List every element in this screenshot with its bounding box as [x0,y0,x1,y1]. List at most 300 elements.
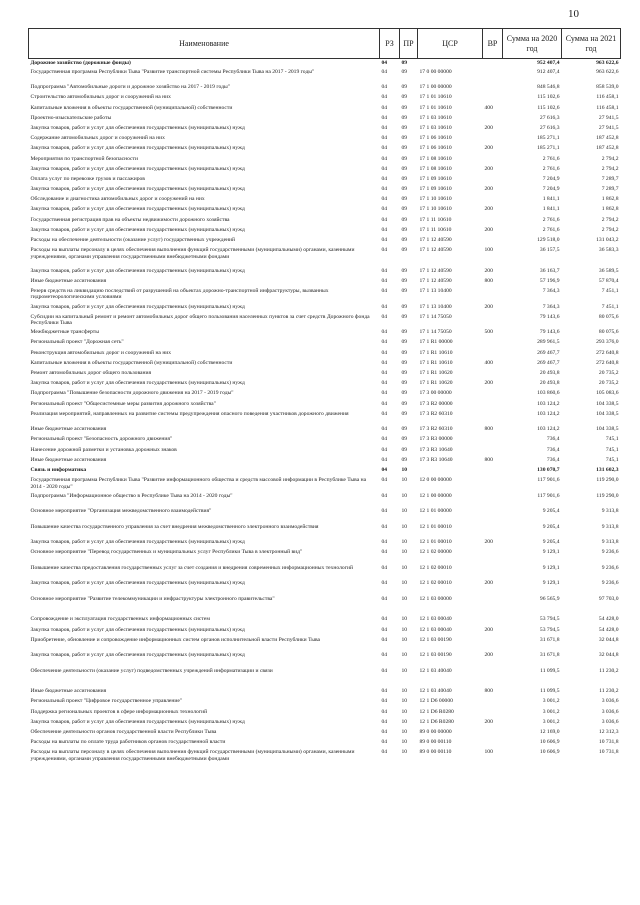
row-rz: 04 [381,564,388,571]
row-pr: 10 [401,652,408,659]
table-body [29,59,621,770]
row-pr: 10 [401,477,408,484]
row-vr [483,84,503,94]
row-sum-2021: 745,1 [605,436,619,443]
row-sum-2021: 80 075,6 [598,329,619,336]
row-sum-2021: 54 428,0 [598,626,619,633]
row-rz: 04 [381,523,388,530]
row-pr: 10 [401,580,408,587]
row-sum-2020: 11 099,5 [540,688,560,695]
row-pr: 09 [401,349,408,356]
row-vr [483,668,503,689]
row-pr: 10 [401,708,408,715]
row-pr: 09 [401,114,408,121]
row-pr: 10 [401,739,408,746]
row-sum-2020: 96 565,9 [539,595,560,602]
row-rz: 04 [381,667,388,674]
row-vr [483,314,503,330]
row-csr: 17 3 R2 00000 [419,400,453,407]
row-pr: 10 [401,523,408,530]
row-sum-2020: 115 102,6 [537,104,560,111]
row-pr: 09 [401,436,408,443]
row-sum-2020: 9 129,1 [542,580,560,587]
row-vr: 800 [484,426,493,433]
row-sum-2021: 2 794,2 [601,165,619,172]
row-sum-2020: 36 157,5 [539,247,560,254]
row-rz: 04 [381,68,388,75]
row-name: Закупка товаров, работ и услуг для обеспечения государственных (муниципальных) нужд [30,206,245,213]
table-row [29,627,621,637]
row-csr: 89 0 00 00110 [419,749,452,756]
row-pr: 10 [401,549,408,556]
row-pr: 09 [401,339,408,346]
row-name: Строительство автомобильных дорог и сооружений на них [30,94,171,101]
row-name: Закупка товаров, работ и услуг для обеспечения государственных (муниципальных) нужд [30,652,245,659]
row-vr [483,508,503,524]
row-sum-2021: 104 338,5 [596,400,619,407]
row-sum-2020: 53 794,5 [539,616,560,623]
row-pr: 09 [401,267,408,274]
row-sum-2021: 9 313,8 [601,539,619,546]
row-pr: 09 [401,165,408,172]
row-rz: 04 [381,436,388,443]
row-sum-2021: 7 451,1 [601,288,619,295]
table-row [29,565,621,581]
row-sum-2020: 130 070,7 [537,467,560,473]
table-row [29,739,621,749]
row-name: Реализация мероприятий, направленных на развитие системы предупреждения опасного поведения участников дорожного движения [30,410,349,417]
row-csr: 12 1 03 40040 [419,688,452,695]
row-sum-2021: 963 622,6 [596,68,619,75]
row-name: Приобретение, обновление и сопровождение информационных систем органов исполнительной власти Республики Тыва [30,636,321,643]
row-name: Обеспечение деятельности органов государственной власти Республики Тыва [30,729,217,735]
table-row [29,668,621,689]
row-vr: 200 [484,380,493,387]
row-rz: 04 [381,135,388,142]
row-sum-2020: 952 407,4 [537,60,560,66]
row-vr [483,739,503,749]
row-rz: 04 [381,349,388,356]
row-sum-2021: 11 230,2 [599,688,619,695]
row-pr: 09 [401,426,408,433]
row-name: Подпрограмма "Автомобильные дороги и дорожное хозяйство на 2017 - 2019 годы" [30,84,231,91]
row-sum-2021: 104 338,5 [596,426,619,433]
row-pr: 09 [401,155,408,162]
row-sum-2021: 293 376,0 [596,339,619,346]
row-csr: 17 1 01 10610 [419,104,452,111]
table-row [29,304,621,314]
row-sum-2020: 11 099,5 [540,667,560,674]
row-vr [483,135,503,145]
row-pr: 10 [401,667,408,674]
row-pr: 09 [401,446,408,453]
row-sum-2021: 1 862,8 [601,196,619,203]
table-row [29,549,621,565]
row-sum-2021: 57 870,4 [598,277,619,284]
row-vr: 200 [484,718,493,725]
table-row [29,59,621,69]
row-rz: 04 [381,739,388,746]
row-name: Расходы на обеспечение деятельности (оказание услуг) государственных учреждений [30,237,236,243]
row-sum-2021: 187 452,8 [596,135,619,142]
table-row [29,176,621,186]
row-rz: 04 [381,155,388,162]
row-sum-2021: 272 640,8 [596,359,619,366]
row-pr: 10 [401,636,408,643]
row-sum-2020: 79 143,6 [539,313,560,320]
table-row [29,477,621,493]
row-vr [483,217,503,227]
row-sum-2021: 745,1 [605,456,619,463]
row-sum-2021: 32 044,8 [598,636,619,643]
row-sum-2020: 79 143,6 [539,329,560,336]
row-sum-2020: 10 606,9 [539,749,560,756]
table-row [29,539,621,549]
row-csr: 17 1 01 10610 [419,94,452,101]
row-csr: 17 3 R3 10640 [419,446,453,453]
row-pr: 09 [401,175,408,182]
table-row [29,329,621,339]
row-sum-2021: 9 313,8 [601,508,619,515]
row-sum-2021: 54 428,0 [598,616,619,623]
row-sum-2021: 12 312,3 [598,729,619,735]
row-vr [483,549,503,565]
row-vr [483,477,503,493]
row-sum-2021: 9 236,6 [601,549,619,556]
row-name: Закупка товаров, работ и услуг для обеспечения государственных (муниципальных) нужд [30,539,245,546]
row-sum-2020: 269 467,7 [537,349,560,356]
row-csr: 12 1 02 00010 [419,564,452,571]
row-sum-2020: 31 671,8 [539,652,560,659]
table-row [29,196,621,206]
row-name: Расходы на выплаты персоналу в целях обеспечения выполнения функций государственными (муниципальными) органами, казенными учреждениями, органами управления государственными внебюджетными фондами [30,247,355,260]
row-csr: 17 3 R2 60310 [419,426,453,433]
row-csr: 17 1 08 10610 [419,165,452,172]
row-sum-2021: 2 794,2 [601,216,619,223]
row-sum-2021: 104 338,5 [596,410,619,417]
table-row [29,493,621,509]
row-pr: 09 [401,216,408,223]
row-vr [483,411,503,427]
row-pr: 09 [401,226,408,233]
table-row [29,467,621,477]
row-rz: 04 [381,626,388,633]
row-pr: 09 [401,313,408,320]
row-name: Иные бюджетные ассигнования [30,277,107,284]
row-name: Подпрограмма "Повышение безопасности дорожного движения на 2017 - 2019 годы" [30,390,234,397]
table-row [29,426,621,436]
row-sum-2021: 7 289,7 [601,175,619,182]
row-rz: 04 [381,196,388,203]
row-rz: 04 [381,267,388,274]
row-vr [483,390,503,400]
row-csr: 17 1 10 10610 [419,196,452,203]
row-sum-2020: 103 124,2 [537,426,560,433]
row-pr: 10 [401,616,408,623]
row-csr: 12 1 01 00010 [419,539,452,546]
row-rz: 04 [381,329,388,336]
row-rz: 04 [381,145,388,152]
row-csr [418,59,483,69]
row-csr: 17 1 03 10610 [419,114,452,121]
row-pr: 10 [401,718,408,725]
row-rz: 04 [381,729,388,735]
row-sum-2021: 963 622,6 [596,60,619,66]
row-csr: 17 1 R1 10610 [419,349,453,356]
row-csr: 17 1 08 10610 [419,155,452,162]
row-csr: 17 1 14 75050 [419,329,452,336]
row-pr: 09 [401,60,408,66]
row-rz: 04 [381,216,388,223]
row-name: Основное мероприятие "Перевод государственных и муниципальных услуг Республики Тыва в электронный вид" [30,549,303,556]
row-rz: 04 [381,708,388,715]
row-sum-2020: 2 761,6 [542,216,560,223]
row-csr: 17 1 R1 00000 [419,339,453,346]
row-pr: 09 [401,400,408,407]
row-sum-2020: 185 271,1 [537,135,560,142]
row-vr: 200 [484,267,493,274]
row-name: Капитальные вложения в объекты государственной (муниципальной) собственности [30,104,233,111]
row-vr [483,350,503,360]
row-name: Закупка товаров, работ и услуг для обеспечения государственных (муниципальных) нужд [30,226,245,233]
row-name: Дорожное хозяйство (дорожные фонды) [30,60,131,66]
row-name: Закупка товаров, работ и услуг для обеспечения государственных (муниципальных) нужд [30,380,245,387]
row-sum-2021: 27 941,5 [598,124,619,131]
row-vr: 800 [484,688,493,695]
row-rz: 04 [381,549,388,556]
row-name: Закупка товаров, работ и услуг для обеспечения государственных (муниципальных) нужд [30,718,245,725]
row-vr: 200 [484,226,493,233]
row-sum-2020: 117 901,6 [537,477,560,484]
row-vr: 200 [484,145,493,152]
row-pr: 09 [401,104,408,111]
table-row [29,360,621,370]
row-sum-2020: 9 129,1 [542,564,560,571]
row-sum-2020: 115 102,6 [537,94,560,101]
row-rz: 04 [381,186,388,193]
row-vr [483,596,503,617]
row-sum-2020: 1 841,1 [542,196,560,203]
row-sum-2021: 187 452,8 [596,145,619,152]
table-row [29,314,621,330]
table-row [29,94,621,104]
row-sum-2020: 7 364,3 [542,303,560,310]
row-vr [483,698,503,708]
row-rz: 04 [381,698,388,705]
row-name: Связь и информатика [30,467,87,473]
row-rz: 04 [381,616,388,623]
row-rz: 04 [381,380,388,387]
table-row [29,288,621,304]
row-name: Оплата услуг по перевозке грузов и пассажиров [30,175,145,182]
row-vr [483,59,503,69]
row-csr: 17 1 00 00000 [419,84,452,91]
row-rz: 04 [381,390,388,397]
row-csr: 89 0 00 00000 [419,729,452,735]
row-name: Иные бюджетные ассигнования [30,688,107,695]
row-vr: 200 [484,580,493,587]
row-csr: 17 1 R1 10610 [419,359,453,366]
row-pr: 09 [401,329,408,336]
row-sum-2020: 1 841,1 [542,206,560,213]
row-name: Закупка товаров, работ и услуг для обеспечения государственных (муниципальных) нужд [30,580,245,587]
row-sum-2020: 2 761,6 [542,155,560,162]
row-name: Межбюджетные трансферты [30,329,99,336]
row-csr: 89 0 00 00110 [419,739,452,746]
row-name: Закупка товаров, работ и услуг для обеспечения государственных (муниципальных) нужд [30,267,245,274]
row-pr: 09 [401,456,408,463]
table-row [29,370,621,380]
row-vr: 400 [484,359,493,366]
row-csr: 17 1 10 10610 [419,206,452,213]
row-name: Государственная программа Республики Тыва "Развитие транспортной системы Республики Тыва на 2017 - 2019 годы" [30,68,315,75]
row-vr [483,524,503,540]
row-name: Поддержка региональных проектов в сфере информационных технологий [30,708,208,715]
row-name: Сопровождение и эксплуатация государственных информационных систем [30,616,210,623]
row-csr: 12 0 00 00000 [419,477,452,484]
table-row [29,401,621,411]
row-sum-2021: 36 583,3 [598,247,619,254]
row-pr: 09 [401,237,408,243]
row-pr: 10 [401,626,408,633]
row-rz: 04 [381,688,388,695]
row-rz: 04 [381,303,388,310]
row-rz: 04 [381,277,388,284]
row-rz: 04 [381,359,388,366]
table-row [29,227,621,237]
row-csr [418,467,483,477]
row-sum-2021: 36 589,5 [598,267,619,274]
row-vr [483,288,503,304]
row-csr: 12 1 D6 R0280 [419,718,454,725]
page-number: 10 [568,8,579,20]
row-vr [483,115,503,125]
row-sum-2021: 97 703,0 [598,595,619,602]
row-vr [483,370,503,380]
row-vr [483,176,503,186]
table-row [29,698,621,708]
row-name: Повышение качества предоставления государственных услуг за счет создания и внедрения современных информационных технологий [30,564,353,571]
row-name: Ремонт автомобильных дорог общего пользования [30,370,152,376]
row-sum-2020: 912 407,4 [537,68,560,75]
row-vr: 800 [484,277,493,284]
row-pr: 09 [401,380,408,387]
table-row [29,652,621,668]
row-rz: 04 [381,539,388,546]
row-csr: 12 1 03 00040 [419,626,452,633]
row-sum-2020: 9 205,4 [542,523,560,530]
row-rz: 04 [381,114,388,121]
row-csr: 17 1 12 40590 [419,267,452,274]
table-row [29,247,621,268]
row-vr [483,156,503,166]
row-rz: 04 [381,104,388,111]
row-pr: 10 [401,749,408,756]
row-pr: 09 [401,359,408,366]
table-row [29,105,621,115]
row-rz: 04 [381,175,388,182]
row-vr: 200 [484,303,493,310]
row-pr: 10 [401,729,408,735]
row-name: Закупка товаров, работ и услуг для обеспечения государственных (муниципальных) нужд [30,145,245,152]
row-sum-2020: 185 271,1 [537,145,560,152]
row-rz: 04 [381,652,388,659]
row-name: Закупка товаров, работ и услуг для обеспечения государственных (муниципальных) нужд [30,626,245,633]
row-csr: 12 1 D6 R0280 [419,708,454,715]
row-name: Реконструкция автомобильных дорог и сооружений на них [30,349,172,356]
row-pr: 10 [401,688,408,695]
row-name: Капитальные вложения в объекты государственной (муниципальной) собственности [30,359,233,366]
row-sum-2020: 27 616,3 [539,124,560,131]
table-row [29,616,621,626]
row-sum-2021: 9 236,6 [601,580,619,587]
row-sum-2020: 2 761,6 [542,226,560,233]
row-rz: 04 [381,237,388,243]
row-name: Государственная программа Республики Тыва "Развитие информационного общества и средств массовой информации в Республике Тыва на 2014 - 2020 годы" [30,477,367,490]
row-sum-2020: 129 518,0 [537,237,560,243]
table-row [29,217,621,227]
table-row [29,166,621,176]
row-rz: 04 [381,492,388,499]
row-csr: 17 3 R2 60310 [419,410,453,417]
table-row [29,278,621,288]
table-row [29,508,621,524]
table-row [29,206,621,216]
row-name: Повышение качества государственного управления за счет внедрения межведомственного электронного взаимодействия [30,523,319,530]
header-vr: ВР [483,29,503,59]
row-rz: 04 [381,749,388,756]
row-vr [483,436,503,446]
row-name: Субсидии на капитальный ремонт и ремонт автомобильных дорог общего пользования населенных пунктов за счет средств Дорожного фонда Республики Тыва [30,313,370,327]
row-sum-2020: 10 606,9 [539,739,560,746]
row-sum-2021: 80 075,6 [598,313,619,320]
row-csr: 17 3 R3 10640 [419,456,453,463]
row-sum-2020: 20 493,8 [539,370,560,376]
row-csr: 12 1 01 00010 [419,523,452,530]
row-sum-2021: 131 043,2 [596,237,619,243]
row-sum-2021: 11 230,2 [599,667,619,674]
table-row [29,596,621,617]
row-pr: 09 [401,135,408,142]
row-rz: 04 [381,426,388,433]
row-name: Закупка товаров, работ и услуг для обеспечения государственных (муниципальных) нужд [30,186,245,193]
table-row [29,339,621,349]
row-sum-2021: 745,1 [605,446,619,453]
row-rz: 04 [381,580,388,587]
row-name: Обеспечение деятельности (оказание услуг) подведомственных учреждений информатизации и связи [30,667,273,674]
row-csr: 17 1 11 10610 [419,216,452,223]
row-csr: 17 0 00 00000 [419,68,452,75]
header-sum-2021: Сумма на 2021 год [562,29,621,59]
row-sum-2021: 3 036,6 [601,718,619,725]
row-pr: 09 [401,410,408,417]
row-vr: 200 [484,206,493,213]
row-pr: 10 [401,467,408,473]
row-rz: 04 [381,370,388,376]
row-sum-2021: 27 941,5 [598,114,619,121]
row-rz: 04 [381,313,388,320]
row-sum-2021: 9 313,8 [601,523,619,530]
row-vr: 400 [484,104,493,111]
row-vr: 100 [484,247,493,254]
row-rz: 04 [381,595,388,602]
row-sum-2020: 7 364,3 [542,288,560,295]
row-csr: 17 1 12 40590 [419,247,452,254]
row-vr [483,339,503,349]
row-sum-2020: 3 001,2 [542,708,560,715]
row-sum-2020: 736,4 [546,436,560,443]
row-sum-2020: 3 001,2 [542,698,560,705]
